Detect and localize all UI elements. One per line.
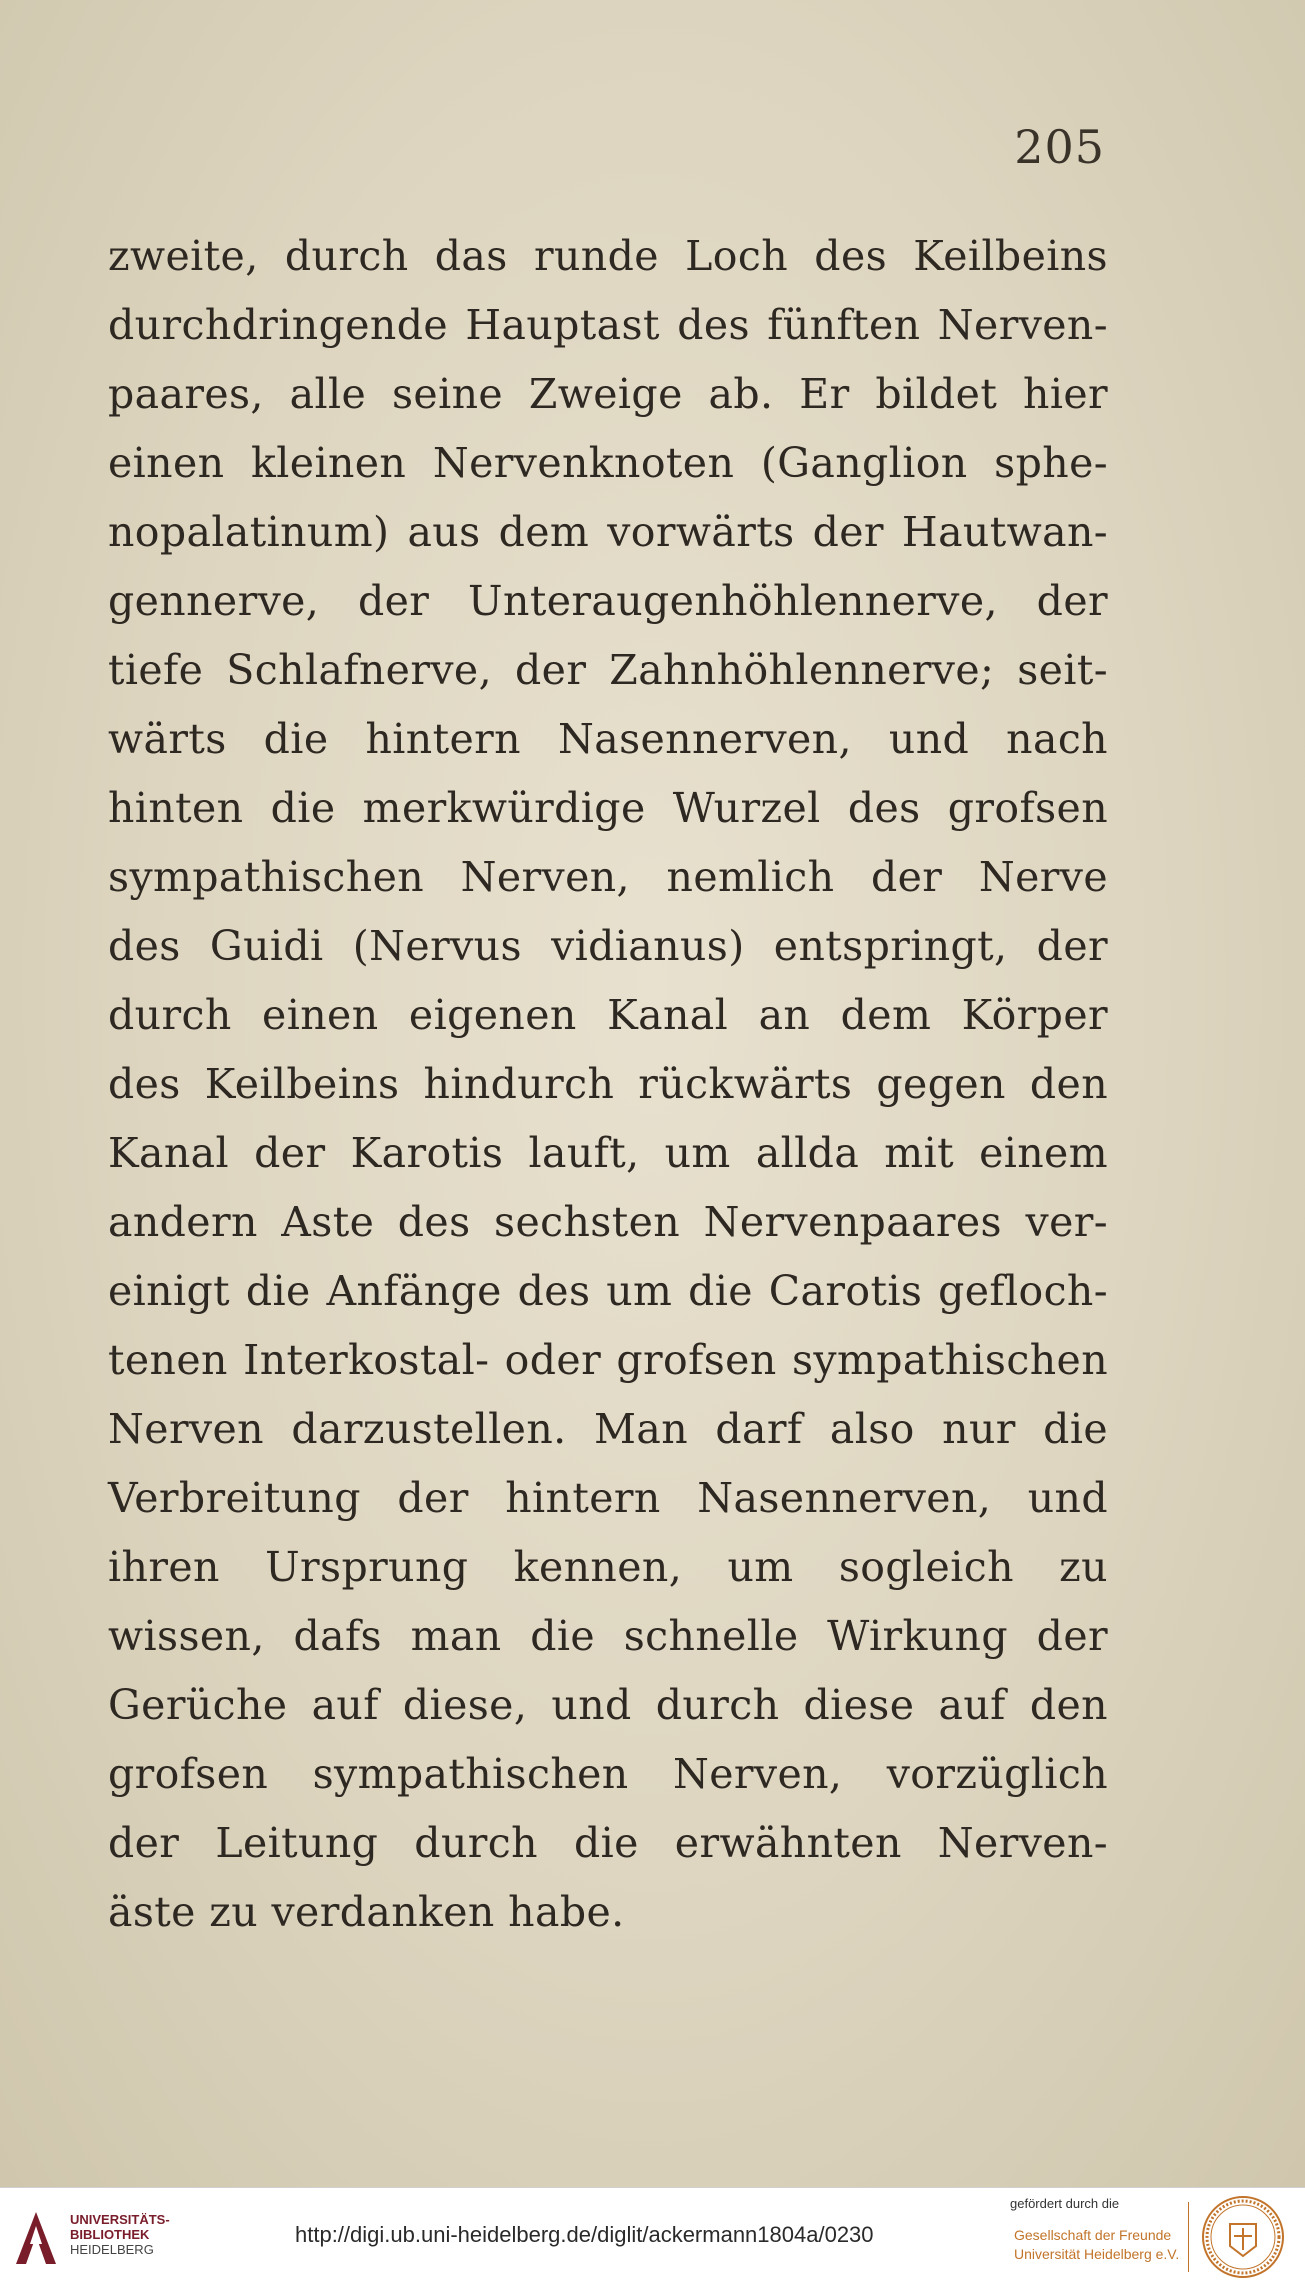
sponsor-name-line: Gesellschaft der Freunde xyxy=(1014,2227,1172,2243)
viewer-footer xyxy=(0,2187,1305,2283)
permalink-url[interactable]: http://digi.ub.uni-heidelberg.de/diglit/ackermann1804a/0230 xyxy=(295,2222,874,2247)
text-line: durchdringende Hauptast des fünften Nerven- xyxy=(108,301,1108,349)
sponsor-label: gefördert durch die xyxy=(1010,2196,1120,2211)
text-line: des Guidi (Nervus vidianus) entspringt, der xyxy=(108,922,1108,970)
library-name-line: HEIDELBERG xyxy=(70,2242,154,2257)
university-seal-icon xyxy=(1200,2194,1286,2280)
body-text xyxy=(108,222,1108,1947)
library-name-line: UNIVERSITÄTS- xyxy=(70,2212,170,2227)
text-line: Verbreitung der hintern Nasennerven, und xyxy=(108,1474,1108,1522)
text-line: paares, alle seine Zweige ab. Er bildet hier xyxy=(108,370,1108,418)
text-line-last: äste zu verdanken habe. xyxy=(108,1888,625,1936)
text-line: einen kleinen Nervenknoten (Ganglion sphe- xyxy=(108,439,1108,487)
text-line: grofsen sympathischen Nerven, vorzüglich xyxy=(108,1750,1108,1798)
text-line: wärts die hintern Nasennerven, und nach xyxy=(108,715,1108,763)
text-line: hinten die merkwürdige Wurzel des grofsen xyxy=(108,784,1108,832)
text-line: einigt die Anfänge des um die Carotis gefloch- xyxy=(108,1267,1108,1315)
text-line: ihren Ursprung kennen, um sogleich zu xyxy=(108,1543,1108,1591)
page-number: 205 xyxy=(1014,120,1105,174)
text-line: des Keilbeins hindurch rückwärts gegen den xyxy=(108,1060,1108,1108)
text-line: tiefe Schlafnerve, der Zahnhöhlennerve; seit- xyxy=(108,646,1108,694)
text-line: wissen, dafs man die schnelle Wirkung der xyxy=(108,1612,1108,1660)
library-name-line: BIBLIOTHEK xyxy=(70,2227,150,2242)
text-line: der Leitung durch die erwähnten Nerven- xyxy=(108,1819,1108,1867)
text-line: Gerüche auf diese, und durch diese auf den xyxy=(108,1681,1108,1729)
text-line: andern Aste des sechsten Nervenpaares ver- xyxy=(108,1198,1108,1246)
text-line: Kanal der Karotis lauft, um allda mit einem xyxy=(108,1129,1108,1177)
text-line: gennerve, der Unteraugenhöhlennerve, der xyxy=(108,577,1108,625)
sponsor-name xyxy=(1014,2226,1179,2264)
text-line: zweite, durch das runde Loch des Keilbeins xyxy=(108,232,1108,280)
text-line: durch einen eigenen Kanal an dem Körper xyxy=(108,991,1108,1039)
text-line: sympathischen Nerven, nemlich der Nerve xyxy=(108,853,1108,901)
text-line: Nerven darzustellen. Man darf also nur die xyxy=(108,1405,1108,1453)
text-line: tenen Interkostal- oder grofsen sympathischen xyxy=(108,1336,1108,1384)
sponsor-name-line: Universität Heidelberg e.V. xyxy=(1014,2246,1180,2262)
university-library-logo-icon xyxy=(12,2208,60,2268)
library-name xyxy=(70,2212,170,2257)
sponsor-divider xyxy=(1188,2202,1189,2272)
text-line: nopalatinum) aus dem vorwärts der Hautwan- xyxy=(108,508,1108,556)
